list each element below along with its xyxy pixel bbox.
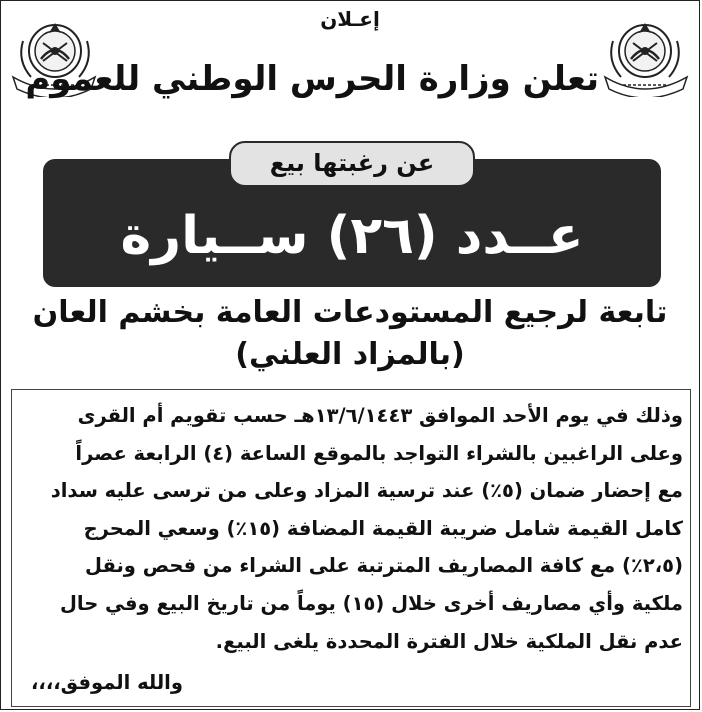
sale-method: (بالمزاد العلني)	[235, 337, 465, 372]
subtitle: تابعة لرجيع المستودعات العامة بخشم العان	[32, 295, 668, 330]
announcement-label: إعـلان	[320, 7, 380, 31]
details-line: (٢،٥٪) مع كافة المصاريف المترتبة على الشراء من فحص ونقل	[85, 554, 683, 578]
details-line: كامل القيمة شامل ضريبة القيمة المضافة (١٥٪) وسعي المحرج	[83, 516, 683, 540]
details-line: وعلى الراغبين بالشراء التواجد بالموقع الساعة (٤) الرابعة عصراً	[75, 441, 683, 465]
details-text	[19, 397, 683, 660]
details-line: ملكية وأي مصاريف أخرى خلال (١٥) يوماً من تاريخ البيع وفي حال	[59, 591, 683, 615]
page-title: تعلن وزارة الحرس الوطني للعموم	[25, 59, 599, 99]
details-line: مع إحضار ضمان (٥٪) عند ترسية المزاد وعلى من ترسى عليه سداد	[50, 479, 683, 503]
details-line: وذلك في يوم الأحد الموافق ١٣/٦/١٤٤٣هـ حسب تقويم أم القرى	[77, 404, 683, 427]
signoff: والله الموفق،،،،	[31, 671, 183, 694]
details-line: عدم نقل الملكية خلال الفترة المحددة يلغى البيع.	[215, 629, 683, 653]
vehicle-count: عــدد (٢٦) ســيارة	[120, 206, 584, 266]
sale-intent-label: عن رغبتها بيع	[229, 141, 475, 187]
